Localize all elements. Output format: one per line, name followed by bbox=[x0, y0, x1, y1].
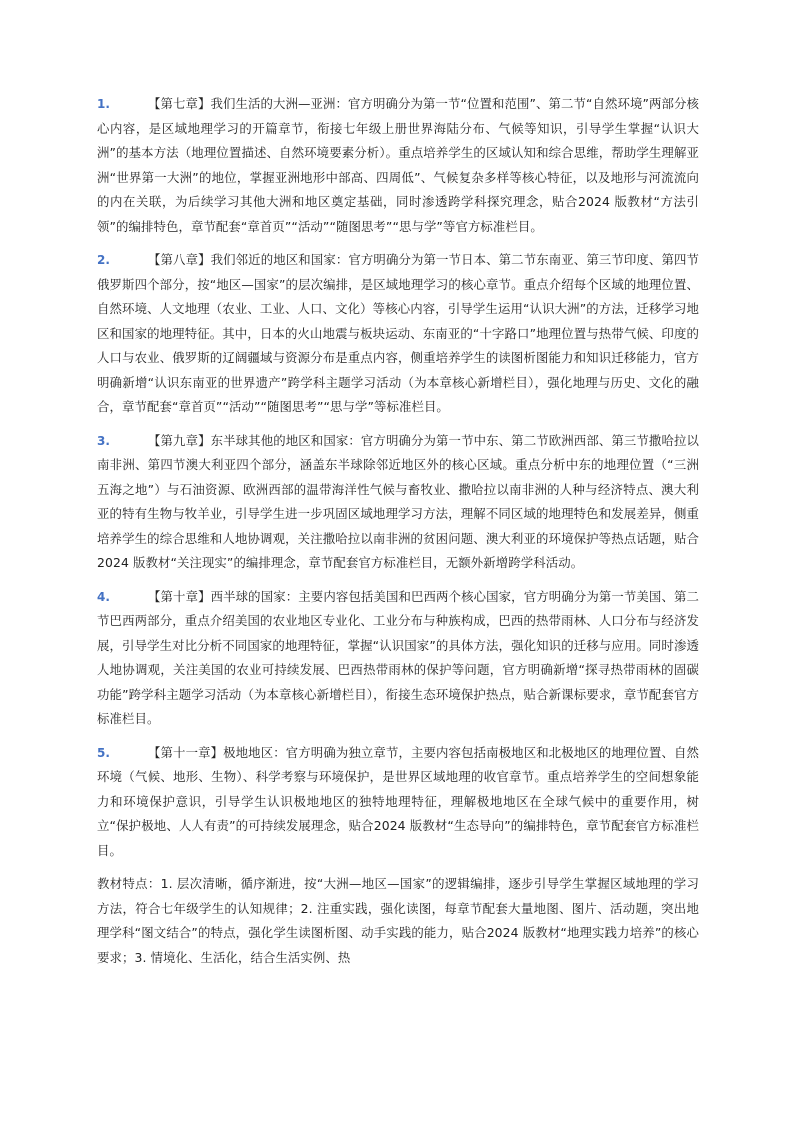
list-item bbox=[97, 248, 699, 420]
list-item-text: 【第九章】东半球其他的地区和国家：官方明确分为第一节中东、第二节欧洲西部、第三节撒哈拉以南非洲、第四节澳大利亚四个部分，涵盖东半球除邻近地区外的核心区域。重点分析中东的地理位置（“三洲五海之地”）与石油资源、欧洲西部的温带海洋性气候与畜牧业、撒哈拉以南非洲的人种与经济特点、澳大利亚的特有生物与牧羊业，引导学生进一步巩固区域地理学习方法，理解不同区域的地理特色和发展差异，侧重培养学生的综合思维和人地协调观，关注撒哈拉以南非洲的贫困问题、澳大利亚的环境保护等热点话题，贴合2024 版教材“关注现实”的编排理念，章节配套官方标准栏目，无额外新增跨学科活动。 bbox=[97, 432, 699, 570]
list-number: 1. bbox=[97, 97, 110, 111]
list-item bbox=[97, 741, 699, 864]
list-item-text: 【第八章】我们邻近的地区和国家：官方明确分为第一节日本、第二节东南亚、第三节印度、第四节俄罗斯四个部分，按“地区—国家”的层次编排，是区域地理学习的核心章节。重点介绍每个区域的地理位置、自然环境、人文地理（农业、工业、人口、文化）等核心内容，引导学生运用“认识大洲”的方法，迁移学习地区和国家的地理特征。其中，日本的火山地震与板块运动、东南亚的“十字路口”地理位置与热带气候、印度的人口与农业、俄罗斯的辽阔疆域与资源分布是重点内容，侧重培养学生的读图析图能力和知识迁移能力，官方明确新增“认识东南亚的世界遗产”跨学科主题学习活动（为本章核心新增栏目），强化地理与历史、文化的融合，章节配套“章首页”“活动”“随图思考”“思与学”等标准栏目。 bbox=[97, 252, 699, 414]
document-body bbox=[97, 92, 699, 970]
textbook-features-paragraph: 教材特点：1. 层次清晰，循序渐进，按“大洲—地区—国家”的逻辑编排，逐步引导学生掌握区域地理的学习方法，符合七年级学生的认知规律；2. 注重实践，强化读图，每章节配套大量地图、图片、活动题，突出地理学科“图文结合”的特点，强化学生读图析图、动手实践的能力，贴合2024 版教材“地理实践力培养”的核心要求；3. 情境化、生活化，结合生活实例、热 bbox=[97, 876, 699, 965]
list-number: 3. bbox=[97, 433, 110, 448]
list-number: 5. bbox=[97, 745, 110, 760]
list-item bbox=[97, 429, 699, 576]
list-number: 4. bbox=[97, 589, 110, 604]
list-item bbox=[97, 92, 699, 239]
list-item-text: 【第七章】我们生活的大洲—亚洲：官方明确分为第一节“位置和范围”、第二节“自然环境”两部分核心内容，是区域地理学习的开篇章节，衔接七年级上册世界海陆分布、气候等知识，引导学生掌握“认识大洲”的基本方法（地理位置描述、自然环境要素分析）。重点培养学生的区域认知和综合思维，帮助学生理解亚洲“世界第一大洲”的地位，掌握亚洲地形中部高、四周低”、气候复杂多样等核心特征，以及地形与河流流向的内在关联，为后续学习其他大洲和地区奠定基础，同时渗透跨学科探究理念，贴合2024 版教材“方法引领”的编排特色，章节配套“章首页”“活动”“随图思考”“思与学”等官方标准栏目。 bbox=[97, 96, 699, 234]
list-item-text: 【第十一章】极地地区：官方明确为独立章节，主要内容包括南极地区和北极地区的地理位置、自然环境（气候、地形、生物）、科学考察与环境保护，是世界区域地理的收官章节。重点培养学生的空间想象能力和环境保护意识，引导学生认识极地地区的独特地理特征，理解极地地区在全球气候中的重要作用，树立“保护极地、人人有责”的可持续发展理念，贴合2024 版教材“生态导向”的编排特色，章节配套官方标准栏目。 bbox=[97, 744, 699, 858]
list-item bbox=[97, 585, 699, 732]
list-item-text: 【第十章】西半球的国家：主要内容包括美国和巴西两个核心国家，官方明确分为第一节美国、第二节巴西两部分，重点介绍美国的农业地区专业化、工业分布与种族构成，巴西的热带雨林、人口分布与经济发展，引导学生对比分析不同国家的地理特征，掌握“认识国家”的具体方法，强化知识的迁移与应用。同时渗透人地协调观，关注美国的农业可持续发展、巴西热带雨林的保护等问题，官方明确新增“探寻热带雨林的固碳功能”跨学科主题学习活动（为本章核心新增栏目），衔接生态环境保护热点，贴合新课标要求，章节配套官方标准栏目。 bbox=[97, 588, 699, 726]
list-number: 2. bbox=[97, 253, 110, 267]
